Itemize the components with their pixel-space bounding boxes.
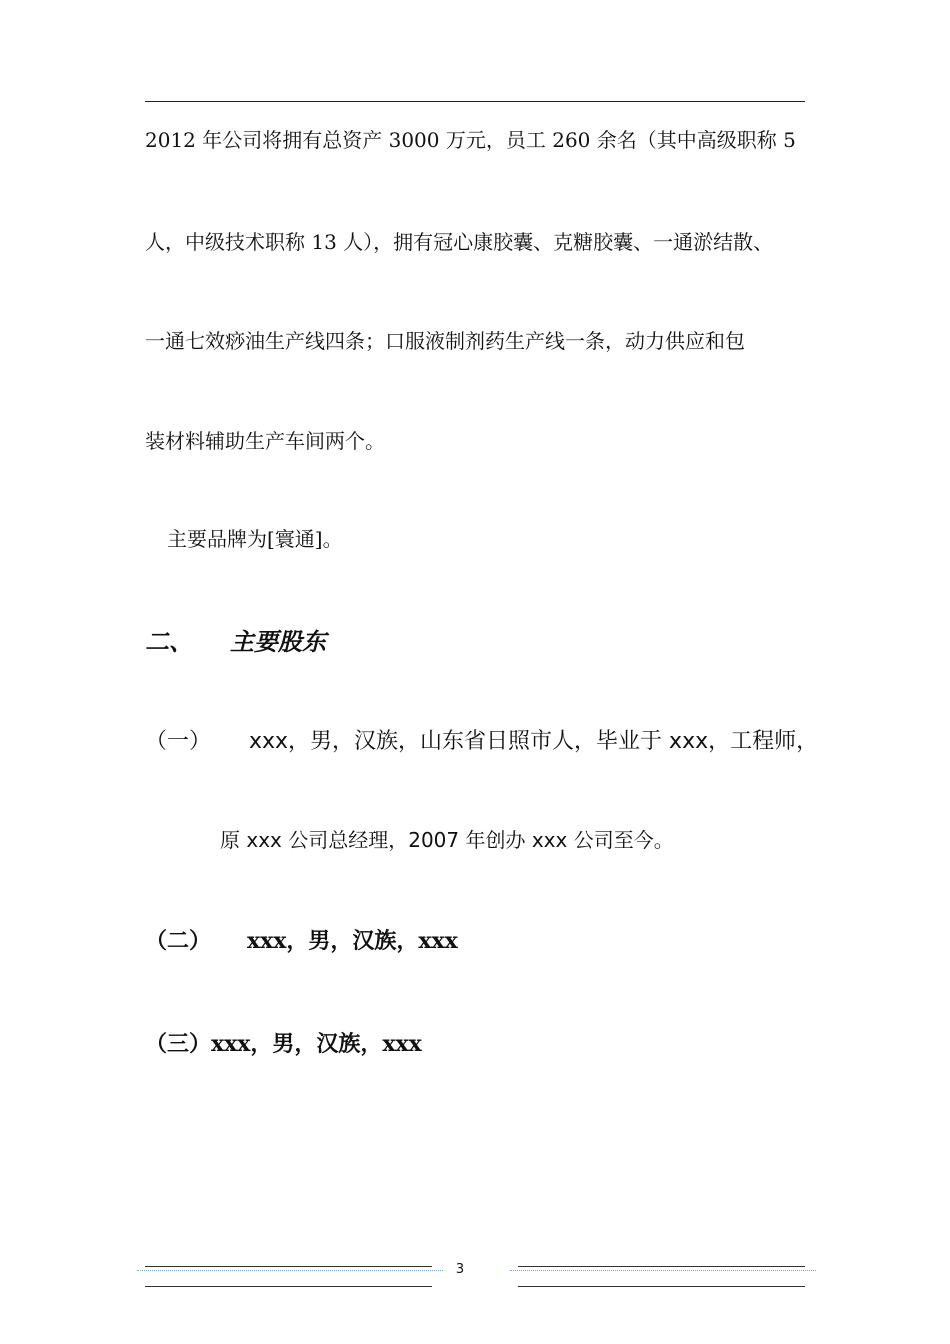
shareholder-1: [145, 724, 818, 755]
header-rule: [145, 101, 805, 102]
shareholder-1-text: xxx，男，汉族，山东省日照市人，毕业于 xxx，工程师，: [249, 729, 819, 754]
shareholder-1-label: （一）: [145, 729, 212, 754]
shareholder-3-text: xxx，男，汉族，xxx: [211, 1031, 422, 1057]
shareholder-3: [145, 1027, 422, 1058]
shareholder-2: [145, 924, 458, 955]
section-heading: [145, 622, 326, 657]
footer-rule-right-top: [518, 1266, 805, 1267]
shareholder-3-label: （三）: [145, 1031, 212, 1057]
shareholder-1-continuation: 原 xxx 公司总经理，2007 年创办 xxx 公司至今。: [220, 828, 674, 852]
page-number: 3: [455, 1262, 465, 1277]
brand-line: 主要品牌为[寰通]。: [167, 527, 343, 551]
footer-rule-right-bottom: [518, 1286, 805, 1287]
section-title: 主要股东: [230, 628, 326, 656]
section-number: 二、: [145, 628, 193, 656]
shareholder-2-text: xxx，男，汉族，xxx: [247, 928, 458, 954]
body-line-1: 2012 年公司将拥有总资产 3000 万元，员工 260 余名（其中高级职称 5: [145, 128, 796, 152]
footer-dotted-left: [137, 1270, 443, 1271]
body-line-3: 一通七效痧油生产线四条；口服液制剂药生产线一条，动力供应和包: [145, 329, 745, 353]
body-line-4: 装材料辅助生产车间两个。: [145, 429, 385, 453]
shareholder-2-label: （二）: [145, 928, 212, 954]
footer-rule-left-bottom: [145, 1286, 432, 1287]
body-line-2: 人，中级技术职称 13 人），拥有冠心康胶囊、克糖胶囊、一通淤结散、: [145, 230, 774, 254]
footer-rule-left-top: [145, 1266, 432, 1267]
footer-dotted-right: [510, 1270, 816, 1271]
